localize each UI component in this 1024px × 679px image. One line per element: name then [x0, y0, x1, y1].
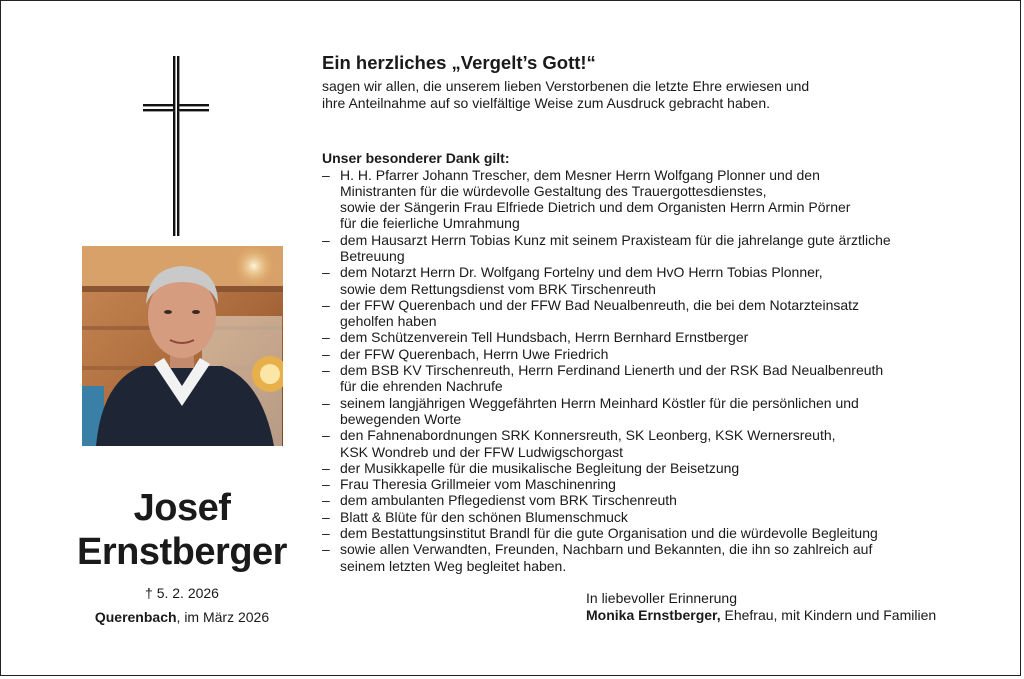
cross-icon [140, 56, 212, 236]
thanks-item [322, 264, 982, 297]
thanks-item [322, 297, 982, 330]
thanks-item-line: für die ehrenden Nachrufe [340, 378, 503, 395]
headline: Ein herzliches „Vergelt’s Gott!“ [322, 52, 596, 73]
thanks-item-line: den Fahnenabordnungen SRK Konnersreuth, SK Leonberg, KSK Wernersreuth, [340, 427, 836, 444]
thanks-item [322, 346, 982, 362]
thanks-list [322, 167, 982, 574]
place-month: , im März 2026 [176, 609, 270, 625]
thanks-item-line: dem BSB KV Tirschenreuth, Herrn Ferdinand Lienerth und der RSK Bad Neualbenreuth [340, 362, 884, 379]
thanks-item [322, 362, 982, 395]
thanks-item-line: Blatt & Blüte für den schönen Blumenschmuck [340, 508, 628, 525]
thanks-item-line: der FFW Querenbach, Herrn Uwe Friedrich [340, 345, 609, 362]
signature-relation: Ehefrau, mit Kindern und Familien [720, 607, 937, 623]
thanks-item-line: dem Hausarzt Herrn Tobias Kunz mit seinem Praxisteam für die jahrelange gute ärztliche [340, 231, 891, 248]
portrait-photo [82, 246, 283, 446]
thanks-item-line: seinem langjährigen Weggefährten Herrn Meinhard Köstler für die persönlichen und [340, 394, 859, 411]
signature-intro: In liebevoller Erinnerung [586, 590, 737, 606]
thanks-item [322, 232, 982, 265]
thanks-item-line: der FFW Querenbach und der FFW Bad Neualbenreuth, die bei dem Notarzteinsatz [340, 296, 860, 313]
thanks-item [322, 509, 982, 525]
thanks-item [322, 492, 982, 508]
thanks-item [322, 460, 982, 476]
intro-line: ihre Anteilnahme auf so vielfältige Weise zum Ausdruck gebracht haben. [322, 94, 770, 111]
thanks-item-line: für die feierliche Umrahmung [340, 215, 520, 232]
thanks-item-line: sowie der Sängerin Frau Elfriede Dietrich und dem Organisten Herrn Armin Pörner [340, 199, 851, 216]
thanks-item [322, 525, 982, 541]
thanks-item-line: bewegenden Worte [340, 410, 462, 427]
signature-line [586, 607, 936, 624]
signature-name: Monika Ernstberger, [586, 607, 721, 623]
thanks-heading: Unser besonderer Dank gilt: [322, 150, 510, 166]
place-date [52, 609, 312, 625]
thanks-item [322, 541, 982, 574]
thanks-item-line: sowie dem Rettungsdienst vom BRK Tirschenreuth [340, 280, 656, 297]
thanks-item-line: dem Bestattungsinstitut Brandl für die gute Organisation und die würdevolle Begleitung [340, 525, 878, 542]
signature [586, 590, 936, 624]
thanks-item-line: seinem letzten Weg begleitet haben. [340, 557, 567, 574]
thanks-item-line: Ministranten für die würdevolle Gestaltung des Trauergottesdienstes, [340, 182, 767, 199]
thanks-item-line: Betreuung [340, 247, 405, 264]
thanks-item [322, 329, 982, 345]
last-name: Ernstberger [77, 531, 287, 573]
thanks-item-line: dem Schützenverein Tell Hundsbach, Herrn Bernhard Ernstberger [340, 329, 749, 346]
thanks-item-line: der Musikkapelle für die musikalische Begleitung der Beisetzung [340, 459, 740, 476]
thanks-item-line: KSK Wondreb und der FFW Ludwigschorgast [340, 443, 623, 460]
thanks-item-line: geholfen haben [340, 313, 437, 330]
thanks-column [322, 52, 982, 574]
thanks-item-line: dem Notarzt Herrn Dr. Wolfgang Fortelny und dem HvO Herrn Tobias Plonner, [340, 264, 823, 281]
thanks-item-line: dem ambulanten Pflegedienst vom BRK Tirschenreuth [340, 492, 677, 509]
thanks-item-line: sowie allen Verwandten, Freunden, Nachbarn und Bekannten, die ihn so zahlreich auf [340, 541, 873, 558]
first-name: Josef [133, 487, 231, 529]
intro-line: sagen wir allen, die unserem lieben Verstorbenen die letzte Ehre erwiesen und [322, 78, 810, 94]
thanks-item [322, 427, 982, 460]
thanks-item [322, 476, 982, 492]
thanks-item-line: Frau Theresia Grillmeier vom Maschinenring [340, 476, 616, 493]
death-date: † 5. 2. 2026 [145, 585, 219, 601]
thanks-item [322, 395, 982, 428]
thanks-item-line: H. H. Pfarrer Johann Trescher, dem Mesner Herrn Wolfgang Plonner und den [340, 166, 820, 183]
thanks-item [322, 167, 982, 232]
intro-text [322, 78, 982, 111]
place-name: Querenbach [94, 609, 177, 625]
